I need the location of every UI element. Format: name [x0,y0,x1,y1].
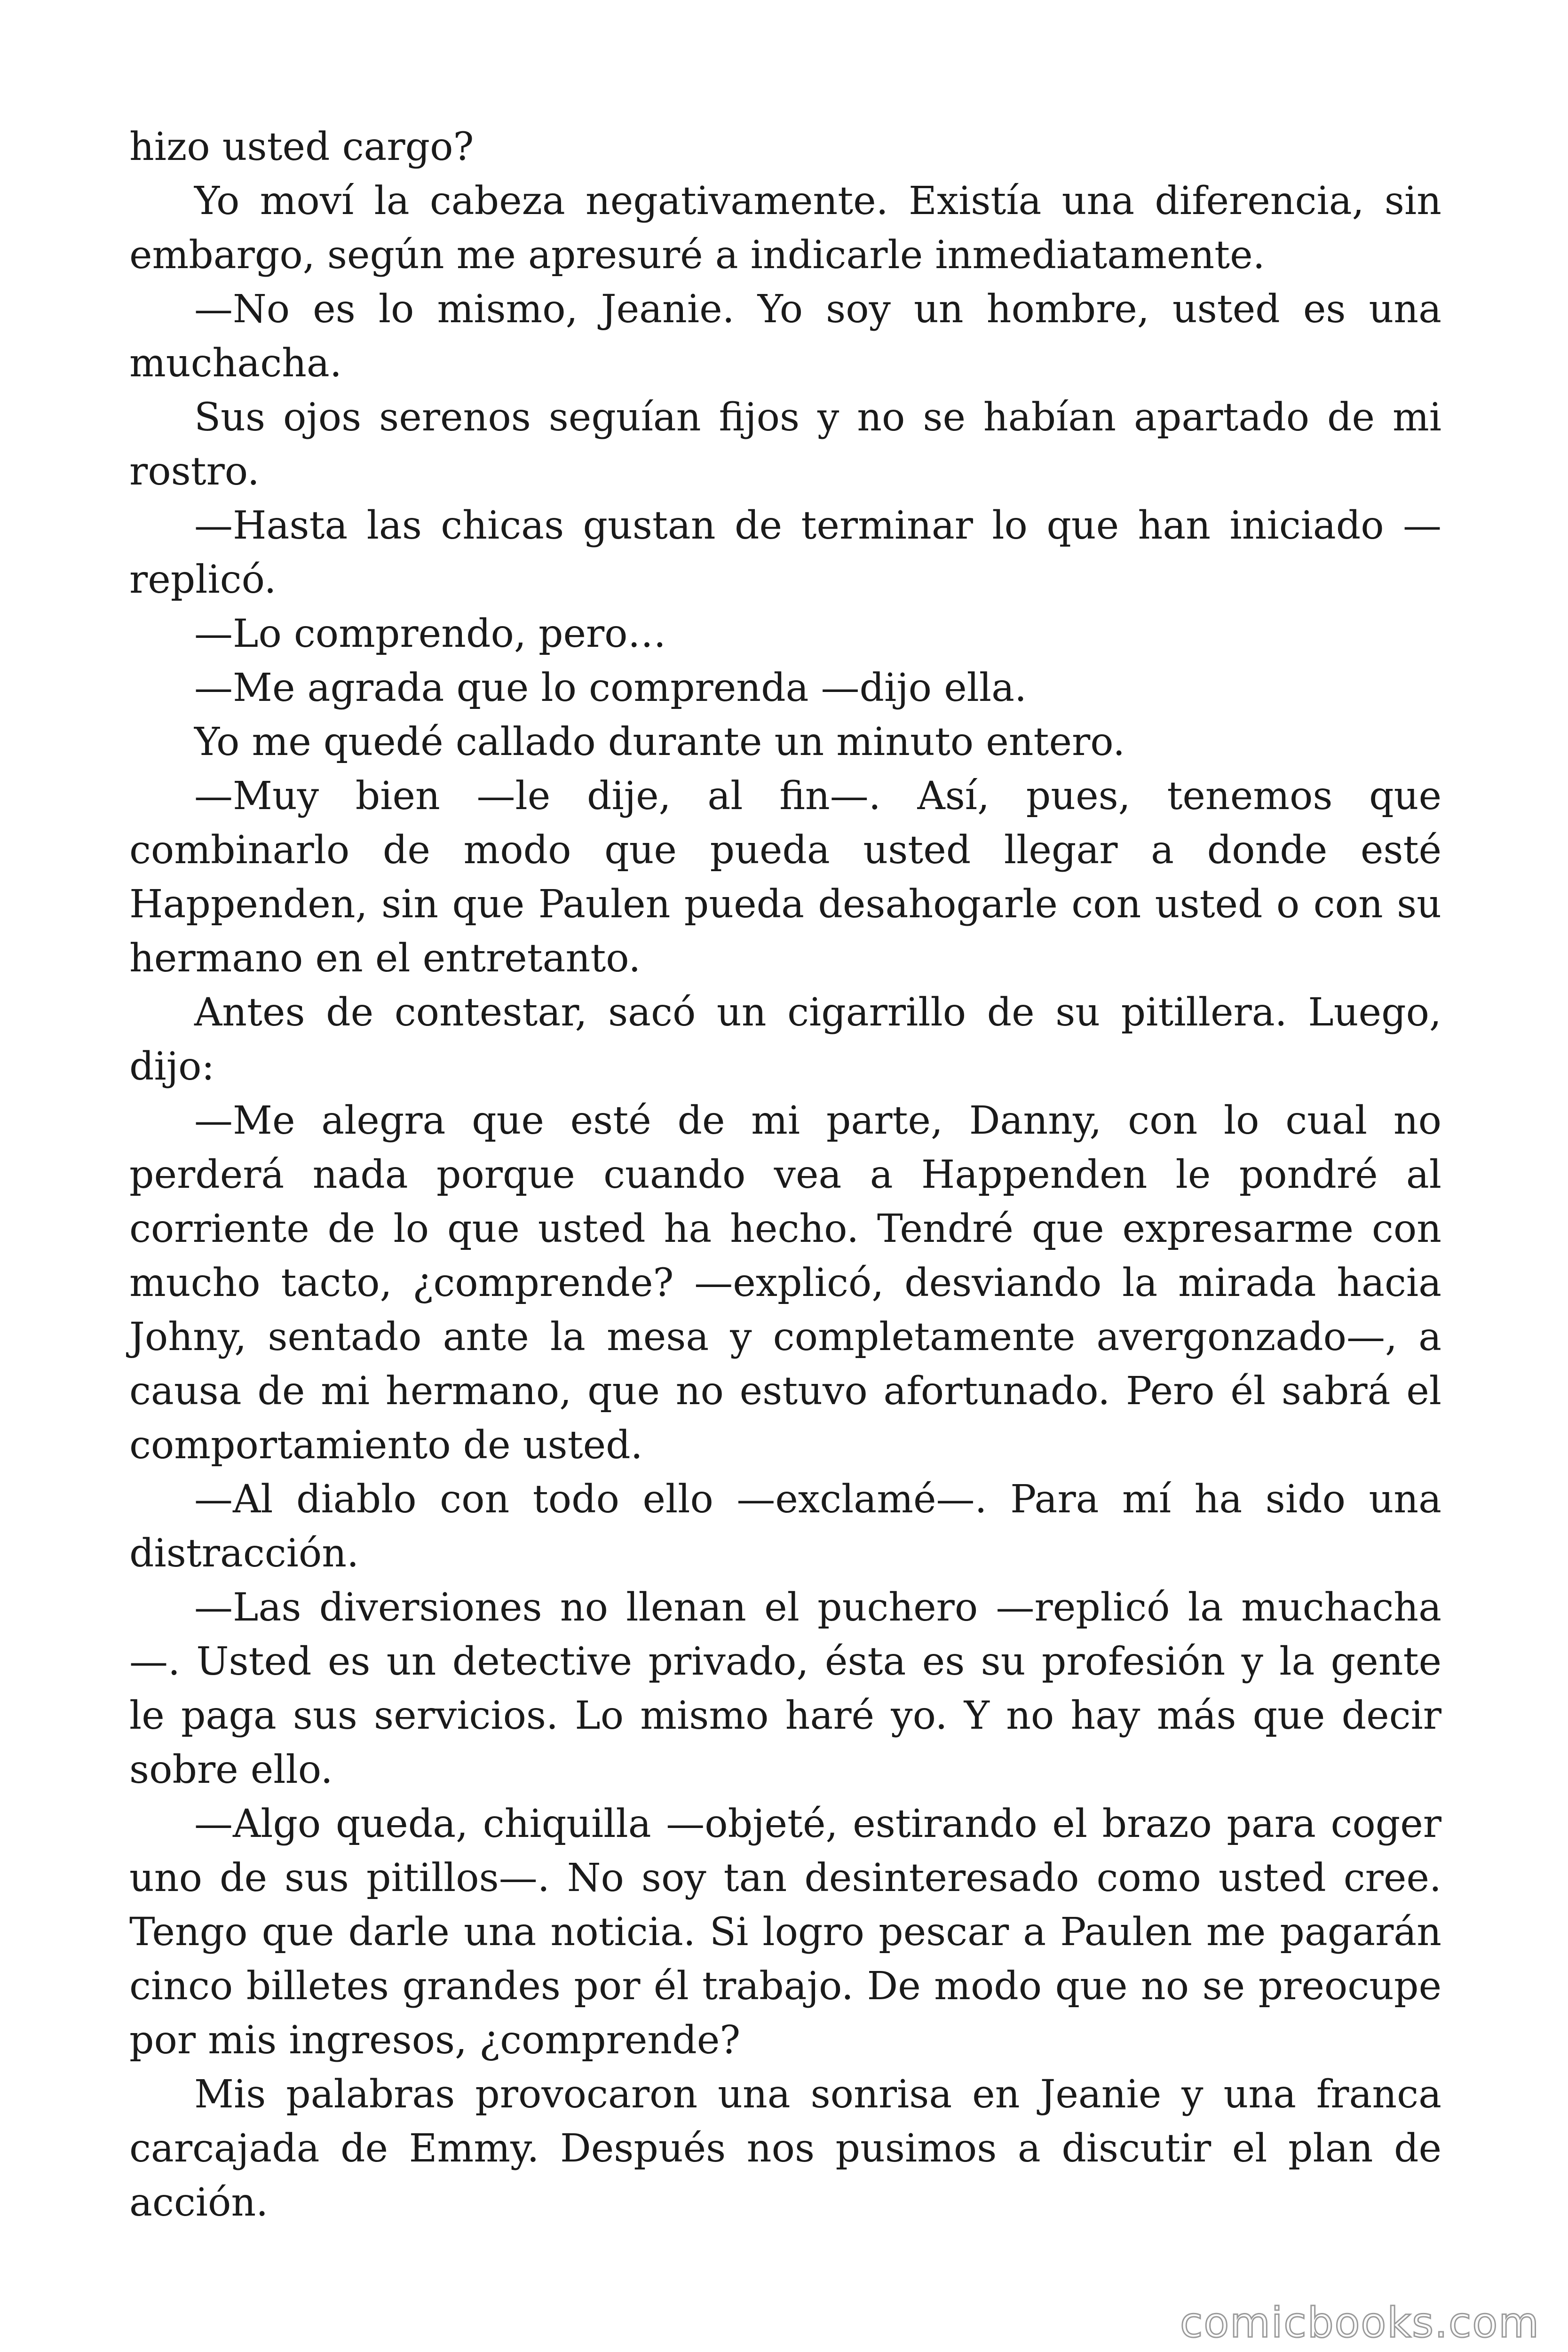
paragraph: —Lo comprendo, pero… [194,612,666,656]
paragraph: —No es lo mismo, Jeanie. Yo soy un hombre, usted es una muchacha. [129,287,1441,386]
paragraph: Mis palabras provocaron una sonrisa en Jeanie y una franca carcajada de Emmy. Después nos pusimos a discutir el plan de acción. [129,2072,1441,2225]
paragraph: Antes de contestar, sacó un cigarrillo de su pitillera. Luego, dijo: [129,990,1441,1089]
paragraph: —Me agrada que lo comprenda —dijo ella. [194,666,1027,710]
paragraph: —Algo queda, chiquilla —objeté, estirando el brazo para coger uno de sus pitillos—. No soy tan desinteresado como usted cree. Tengo que darle una noticia. Si logro pescar a Paulen me pagarán cinco billetes grandes por él trabajo. De modo que no se preocupe por mis ingresos, ¿comprende? [129,1802,1441,2063]
paragraph: —Al diablo con todo ello —exclamé—. Para mí ha sido una distracción. [129,1477,1441,1576]
paragraph: Yo me quedé callado durante un minuto entero. [194,720,1125,764]
paragraph: —Me alegra que esté de mi parte, Danny, con lo cual no perderá nada porque cuando vea a Happenden le pondré al corriente de lo que usted ha hecho. Tendré que expresarme con mucho tacto, ¿comprende? —explicó, desviando la mirada hacia Johny, sentado ante la mesa y completamente avergonzado—, a causa de mi hermano, que no estuvo afortunado. Pero él sabrá el comportamiento de usted. [129,1098,1441,1468]
paragraph: —Las diversiones no llenan el puchero —replicó la muchacha—. Usted es un detective privado, ésta es su profesión y la gente le paga sus servicios. Lo mismo haré yo. Y no hay más que decir sobre ello. [129,1585,1441,1792]
paragraph: Yo moví la cabeza negativamente. Existía una diferencia, sin embargo, según me apresuré a indicarle inmediatamente. [129,179,1441,278]
watermark: comicbooks.com [1180,2298,1540,2347]
paragraph-continuation: hizo usted cargo? [129,125,474,169]
paragraph: —Hasta las chicas gustan de terminar lo que han iniciado —replicó. [129,503,1441,602]
paragraph: Sus ojos serenos seguían fijos y no se habían apartado de mi rostro. [129,395,1441,494]
body-text [129,120,1441,2230]
paragraph: —Muy bien —le dije, al fin—. Así, pues, tenemos que combinarlo de modo que pueda usted llegar a donde esté Happenden, sin que Paulen pueda desahogarle con usted o con su hermano en el entretanto. [129,774,1441,981]
